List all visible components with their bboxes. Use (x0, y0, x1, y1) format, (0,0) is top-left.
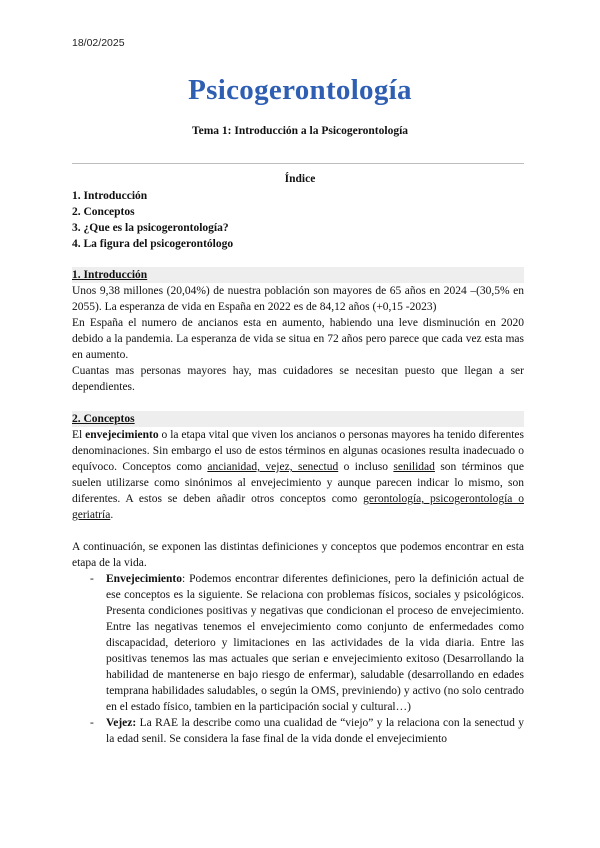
paragraph: A continuación, se exponen las distintas definiciones y conceptos que podemos encontrar en esta etapa de la vida. (72, 541, 524, 569)
list-item (72, 715, 524, 747)
index-list (72, 188, 233, 252)
text-run: o incluso (338, 461, 394, 473)
paragraph: En España el numero de ancianos esta en aumento, habiendo una leve disminución en 2020 debido a la pandemia. La esperanza de vida se situa en 72 años pero parece que cada vez esta mas en aumento. (72, 317, 524, 361)
section-heading-conceptos (72, 411, 524, 427)
text-run: son términos que suelen utilizarse como sinónimos al envejecimiento y aunque parecen indicar lo mismo, son diferentes. A estos se deben añadir otros conceptos como (72, 461, 524, 505)
paragraph (72, 427, 524, 523)
index-item: 4. La figura del psicogerontólogo (72, 238, 234, 250)
underlined-term: senilidad (393, 461, 435, 473)
paragraph: Unos 9,38 millones (20,04%) de nuestra población son mayores de 65 años en 2024 –(30,5% en 2055). La esperanza de vida en España en 2022 es de 84,12 años (+0,15 -2023) (72, 285, 524, 313)
index-item: 1. Introducción (72, 190, 148, 202)
document-subtitle: Tema 1: Introducción a la Psicogerontología (191, 125, 409, 137)
index-item: 3. ¿Que es la psicogerontología? (72, 222, 229, 234)
bullet-dash: - (90, 717, 94, 729)
definition-text: La RAE la describe como una cualidad de “viejo” y la relaciona con la senectud y la edad senil. Se considera la fase final de la vida donde el envejecimiento (106, 717, 524, 745)
section-heading-introduccion (72, 267, 524, 283)
text-run: El (72, 429, 86, 441)
horizontal-divider (72, 163, 524, 164)
section-heading-label: 1. Introducción (72, 269, 148, 281)
definitions-list (72, 571, 524, 747)
definition-term: Vejez: (106, 717, 137, 729)
bullet-dash: - (90, 573, 94, 585)
underlined-terms: gerontología, psicogerontología o geriatría (72, 493, 524, 521)
document-title: Psicogerontología (188, 74, 412, 106)
text-run: . (110, 509, 114, 521)
bold-term: envejecimiento (85, 429, 159, 441)
section-heading-label: 2. Conceptos (72, 413, 135, 425)
definition-text: : Podemos encontrar diferentes definiciones, pero la definición actual de ese conceptos es la siguiente. Se relaciona con problemas físicos, sociales y psicológicos. Presenta condiciones positivas y negativas que condicionan el proceso de envejecimiento. Entre las negativas tenemos el envejecimiento como conjunto de enfermedades como discapacidad, deterioro y limitaciones en las actividades de la vida diaria. Entre las positivas tenemos las mas actuales que serian e envejecimiento exitoso (Desarrollando la habilidad de mantenerse en bajo riesgo de enfermar), saludable (desarrollando en edades temprana habilidades saludables, o según la OMS, previniendo) y activo (no solo centrado en el estado físico, tambien en la participación social y cultural…) (106, 573, 524, 713)
underlined-terms: ancianidad, vejez, senectud (207, 461, 339, 473)
document-date: 18/02/2025 (72, 37, 125, 49)
index-title: Índice (284, 173, 316, 185)
index-item: 2. Conceptos (72, 206, 135, 218)
definition-term: Envejecimiento (106, 573, 183, 585)
paragraph: Cuantas mas personas mayores hay, mas cuidadores se necesitan puesto que llegan a ser dependientes. (72, 365, 524, 393)
list-item (72, 571, 524, 715)
text-run: o la etapa vital que viven los ancianos o personas mayores ha tenido diferentes denominaciones. Sin embargo el uso de estos términos en algunas ocasiones resulta inadecuado o equívoco. Conceptos como (72, 429, 524, 473)
